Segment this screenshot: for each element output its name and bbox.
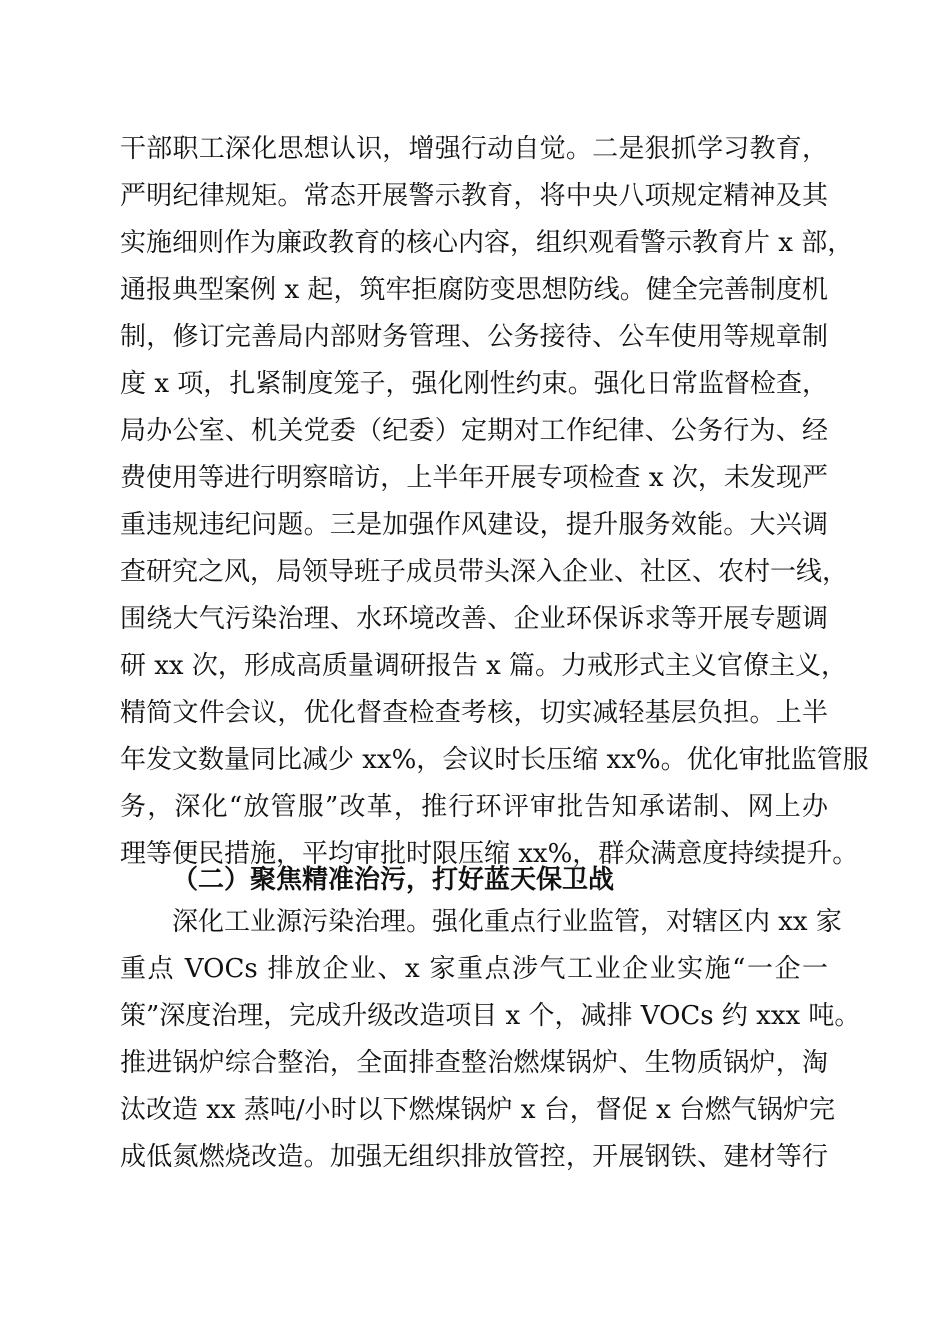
body-text-line: 策”深度治理，完成升级改造项目 x 个，减排 VOCs 约 xxx 吨。 bbox=[120, 1001, 861, 1031]
body-text-line: 费使用等进行明察暗访，上半年开展专项检查 x 次，未发现严 bbox=[120, 463, 828, 493]
body-text-line: 年发文数量同比减少 xx%，会议时长压缩 xx%。优化审批监管服 bbox=[120, 745, 869, 775]
body-text-line: 重违规违纪问题。三是加强作风建设，提升服务效能。大兴调 bbox=[120, 510, 828, 540]
body-text-line: 推进锅炉综合整治，全面排查整治燃煤锅炉、生物质锅炉，淘 bbox=[120, 1048, 828, 1078]
body-text-line: 制，修订完善局内部财务管理、公务接待、公车使用等规章制 bbox=[120, 322, 828, 352]
body-text-line: 成低氮燃烧改造。加强无组织排放管控，开展钢铁、建材等行 bbox=[120, 1142, 828, 1172]
body-text-line: 汰改造 xx 蒸吨/小时以下燃煤锅炉 x 台，督促 x 台燃气锅炉完 bbox=[120, 1095, 836, 1125]
body-text-line: 局办公室、机关党委（纪委）定期对工作纪律、公务行为、经 bbox=[120, 416, 828, 446]
body-text-line: 严明纪律规矩。常态开展警示教育，将中央八项规定精神及其 bbox=[120, 181, 828, 211]
body-text-line: 实施细则作为廉政教育的核心内容，组织观看警示教育片 x 部， bbox=[120, 228, 854, 258]
body-text-line: 理等便民措施，平均审批时限压缩 xx%，群众满意度持续提升。 bbox=[120, 839, 859, 869]
body-text-line: 深化工业源污染治理。强化重点行业监管，对辖区内 xx 家 bbox=[172, 907, 842, 937]
body-text-line: 查研究之风，局领导班子成员带头深入企业、社区、农村一线， bbox=[120, 557, 849, 587]
body-text-line: 精简文件会议，优化督查检查考核，切实减轻基层负担。上半 bbox=[120, 698, 828, 728]
body-text-line: 务，深化“放管服”改革，推行环评审批告知承诺制、网上办 bbox=[120, 792, 828, 822]
section-heading: （二）聚焦精准治污，打好蓝天保卫战 bbox=[172, 865, 615, 895]
body-text-line: 通报典型案例 x 起，筑牢拒腐防变思想防线。健全完善制度机 bbox=[120, 275, 828, 305]
body-text-line: 干部职工深化思想认识，增强行动自觉。二是狠抓学习教育， bbox=[120, 134, 828, 164]
body-text-line: 重点 VOCs 排放企业、x 家重点涉气工业企业实施“一企一 bbox=[120, 954, 828, 984]
body-text-line: 围绕大气污染治理、水环境改善、企业环保诉求等开展专题调 bbox=[120, 604, 828, 634]
body-text-line: 度 x 项，扎紧制度笼子，强化刚性约束。强化日常监督检查， bbox=[120, 369, 828, 399]
body-text-line: 研 xx 次，形成高质量调研报告 x 篇。力戒形式主义官僚主义， bbox=[120, 651, 848, 681]
